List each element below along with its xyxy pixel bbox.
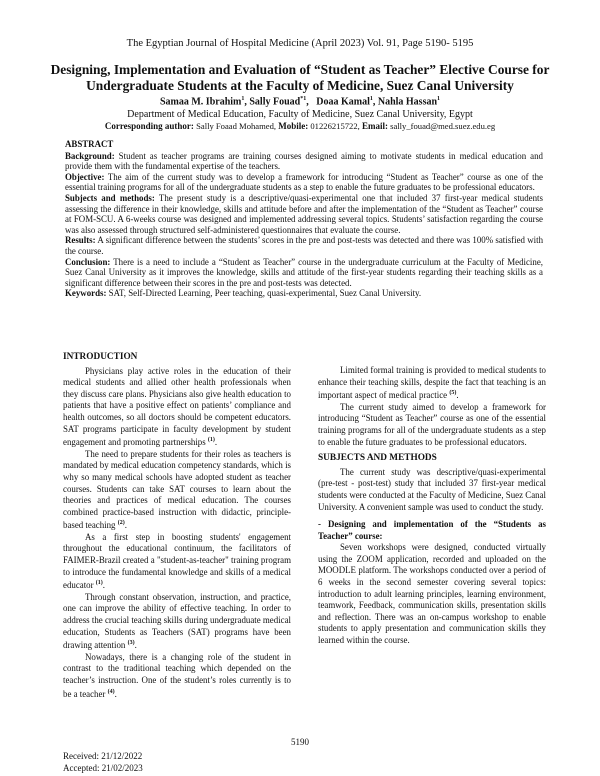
label: Subjects and methods:: [65, 192, 155, 203]
text: Limited formal training is provided to medical students to enhance their teaching skills, despite the fact that teaching is an important aspect of medical practice: [318, 365, 546, 401]
abstract-keywords: [65, 288, 543, 299]
corr-mobile: 01226215722,: [310, 121, 360, 131]
text: The present study is a descriptive/quasi-experimental one that included 37 first-year medical students assessing the difference in their knowledge, skills and attitude before and after the implementation of the “Student as Teacher” course at FOM-SCU. A 6-weeks course was designed and implemented addressing several topics. Students’ satisfaction regarding the course was also assessed through structured self-administered questionnaires that evaluate the course.: [65, 192, 543, 235]
citation: (3): [127, 640, 135, 647]
corr-email-label: Email:: [361, 121, 388, 131]
author-name: Samaa M. Ibrahim: [159, 96, 242, 108]
author-affil-mark: *1: [300, 96, 307, 102]
abstract-methods: [65, 193, 543, 235]
accepted-date: Accepted: 21/02/2023: [63, 763, 143, 773]
author-name: Nahla Hassan: [377, 96, 438, 108]
paragraph: Limited formal training is provided to medical students to enhance their teaching skills, despite the fact that teaching is an important aspect of medical practice $^{(5)}$.: [318, 365, 546, 401]
abstract-objective: [65, 172, 543, 193]
abstract-heading: ABSTRACT: [65, 139, 114, 149]
text: The aim of the current study was to develop a framework for introducing “Student as Teacher” course as one of the essential training programs for all of the undergraduate students as a step to enable the future graduates to be professional educators.: [65, 171, 543, 193]
paragraph: As a first step in boosting students' engagement throughout the educational continuum, the facilitators of FAIMER-Brazil created a "student-as-teacher" training program to introduce the fundamental knowledge and skills of a medical educator $^{(1)}$.: [63, 531, 291, 591]
author-list: Samaa M. Ibrahim$^1$, Sally Fouad$^{*1}$, Doaa Kamal$^1$, Nahla Hassan$^1$: [159, 96, 441, 108]
page-number: 5190: [291, 737, 309, 747]
abstract-conclusion: [65, 257, 543, 289]
received-date: Received: 21/12/2022: [63, 751, 143, 761]
citation: (1): [95, 580, 103, 587]
submission-dates: [63, 750, 143, 774]
author-affil-mark: 1: [241, 96, 245, 102]
citation: (5): [449, 390, 457, 397]
section-heading-introduction: INTRODUCTION: [63, 352, 138, 362]
journal-header: The Egyptian Journal of Hospital Medicine (April 2023) Vol. 91, Page 5190- 5195: [126, 38, 474, 49]
abstract-results: [65, 235, 543, 256]
paragraph: Through constant observation, instruction, and practice, one can improve the ability of effective teaching. In order to address the crucial teaching skills during undergraduate medical education, Students as Teachers (SAT) programs have been drawing attention $^{(3)}$.: [63, 591, 291, 651]
text: As a first step in boosting students' engagement throughout the educational continuum, the facilitators of FAIMER-Brazil created a "student-as-teacher" training program to introduce the fundamental knowledge and skills of a medical educator: [63, 531, 291, 591]
author-affil-mark: 1: [369, 96, 373, 102]
label: Conclusion:: [65, 256, 111, 267]
paragraph: The current study was descriptive/quasi-experimental (pre-test - post-test) study that included 37 first-year medical students were conducted at the Faculty of Medicine, Suez Canal University. A convenient sample was used to conduct the study.: [318, 466, 546, 512]
corresponding-author: [0, 121, 600, 131]
corr-name: Sally Foaad Mohamed,: [196, 121, 277, 131]
subheading: - Designing and implementation of the “Students as Teacher” course:: [318, 519, 546, 541]
label: Keywords:: [65, 288, 107, 299]
corr-email[interactable]: sally_fouad@med.suez.edu.eg: [390, 121, 496, 131]
right-column: [318, 365, 546, 647]
author-affil-mark: 1: [437, 96, 441, 102]
author-name: Doaa Kamal: [316, 96, 370, 108]
paragraph: Seven workshops were designed, conducted virtually using the ZOOM application, recorded and uploaded on the MOODLE platform. The workshops conducted over a period of 6 weeks in the second semester covering several topics: introduction to adult learning principles, learning environment, teamwork, Feedback, communication skills, presentation skills and reflection. There was an on-campus workshop to enable students to apply presentation and communication skills they learned within the course.: [318, 542, 546, 646]
author-name: Sally Fouad: [249, 96, 301, 108]
citation: (2): [117, 520, 125, 527]
text: Student as teacher programs are training courses designed aiming to motivate students in medical education and provide them with the fundamental expertise of the teachers.: [65, 150, 543, 172]
text: Through constant observation, instruction, and practice, one can improve the ability of effective teaching. In order to address the crucial teaching skills during undergraduate medical education, Students as Teachers (SAT) programs have been drawing attention: [63, 591, 291, 651]
label: Results:: [65, 235, 96, 246]
text: The need to prepare students for their roles as teachers is mandated by medical education competency standards, which is why so many medical schools have adopted student as teacher courses. Students can take SAT courses to learn about the theories and practices of medical education. The courses combined practice-based instruction with didactic, principle-based teaching: [63, 448, 291, 531]
corr-label: Corresponding author:: [104, 121, 194, 131]
text: A significant difference between the students’ scores in the pre and post-tests was detected and there was 100% satisfied with the course.: [65, 235, 544, 256]
citation: (1): [207, 437, 215, 444]
text: There is a need to include a “Student as Teacher” course in the undergraduate curriculum at the Faculty of Medicine, Suez Canal University as it improves the knowledge, skills and attitude of the first-year students regarding their teaching skills as a significant difference between their scores in the pre and post-tests was detected.: [65, 256, 543, 288]
label: Objective:: [65, 171, 105, 182]
label: Background:: [65, 150, 115, 161]
left-column: [63, 352, 291, 700]
citation: (4): [107, 688, 115, 695]
paragraph: Nowadays, there is a changing role of the student in contrast to the traditional teaching which depended on the teacher’s instruction. One of the student’s roles currently is to be a teacher $^{(4)}$.: [63, 651, 291, 699]
paragraph: The need to prepare students for their roles as teachers is mandated by medical education competency standards, which is why so many medical schools have adopted student as teacher courses. Students can take SAT courses to learn about the theories and practices of medical education. The courses combined practice-based instruction with didactic, principle-based teaching $^{(2)}$.: [63, 448, 291, 531]
text: Physicians play active roles in the education of their medical students and allied other health professionals when they discuss care plans. Physicians also give health education to patients that have a positive effect on patients’ compliance and health outcomes, so all doctors should be competent educators. SAT programs participate in faculty development by student engagement and promoting partnerships: [63, 365, 291, 448]
abstract-background: [65, 151, 543, 172]
paragraph: Physicians play active roles in the education of their medical students and allied other health professionals when they discuss care plans. Physicians also give health education to patients that have a positive effect on patients’ compliance and health outcomes, so all doctors should be competent educators. SAT programs participate in faculty development by student engagement and promoting partnerships $^{(1)}$.: [63, 365, 291, 448]
text: SAT, Self-Directed Learning, Peer teaching, quasi-experimental, Suez Canal University.: [108, 288, 422, 299]
text: Nowadays, there is a changing role of the student in contrast to the traditional teaching which depended on the teacher’s instruction. One of the student’s roles currently is to be a teacher: [63, 651, 291, 699]
section-heading-methods: SUBJECTS AND METHODS: [318, 453, 437, 464]
paper-title: Designing, Implementation and Evaluation of “Student as Teacher” Elective Course for Undergraduate Students at the Faculty of Medicine, Suez Canal University: [50, 62, 550, 93]
paragraph: The current study aimed to develop a framework for introducing “Student as Teacher” course as one of the essential training programs for all of the undergraduate students as a step to enable the future graduates to be professional educators.: [318, 401, 546, 447]
corr-mobile-label: Mobile:: [278, 121, 309, 131]
affiliation: Department of Medical Education, Faculty of Medicine, Suez Canal University, Egypt: [127, 109, 473, 120]
abstract: [65, 139, 543, 299]
